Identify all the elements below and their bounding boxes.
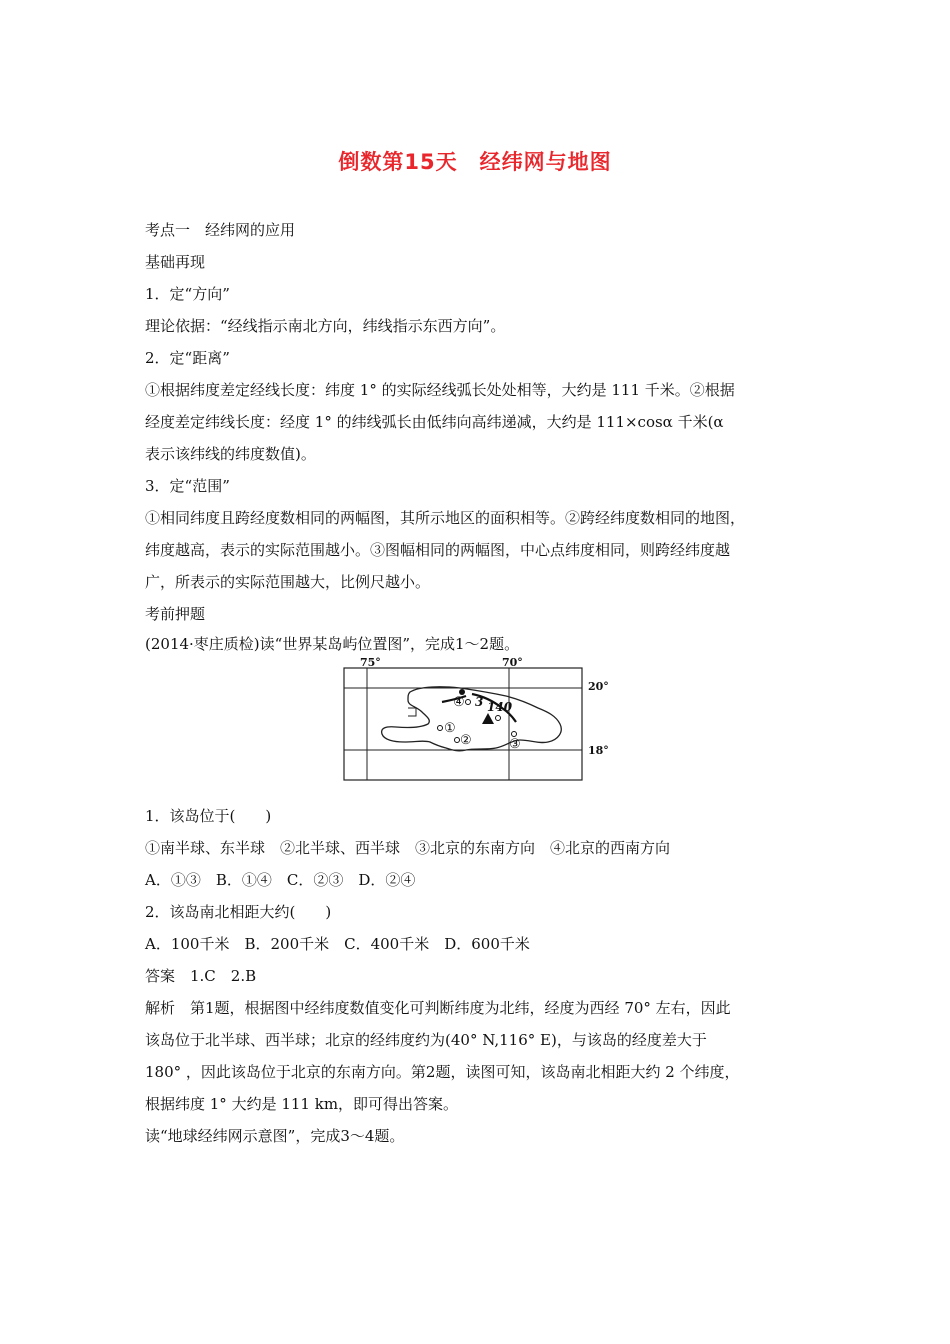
analysis-line: 该岛位于北半球、西半球；北京的经纬度约为(40° N,116° E)，与该岛的经度差大于 bbox=[145, 1031, 707, 1049]
analysis-line: 根据纬度 1° 大约是 111 km，即可得出答案。 bbox=[145, 1095, 459, 1113]
point-circle bbox=[512, 732, 517, 737]
peak-triangle bbox=[482, 713, 494, 724]
island-location-map bbox=[342, 656, 612, 786]
marker-4: ④ bbox=[453, 695, 465, 710]
text-line: ①相同纬度且跨经度数相同的两幅图，其所示地区的面积相等。②跨经纬度数相同的地图， bbox=[145, 509, 746, 527]
island-inlet bbox=[408, 708, 416, 716]
question-2-options: A．100千米 B．200千米 C．400千米 D．600千米 bbox=[145, 935, 530, 953]
marker-3: ③ bbox=[509, 737, 521, 752]
lat-label-18: 18° bbox=[588, 744, 609, 757]
point-circle bbox=[455, 738, 460, 743]
question-intro: (2014·枣庄质检)读“世界某岛屿位置图”，完成1～2题。 bbox=[145, 635, 520, 653]
text-line: 经度差定纬线长度：经度 1° 的纬线弧长由低纬向高纬递减，大约是 111×cosα 千米(α bbox=[145, 413, 724, 431]
lat-label-20: 20° bbox=[588, 680, 609, 693]
analysis-line: 解析 第1题，根据图中经纬度数值变化可判断纬度为北纬，经度为西经 70° 左右，因此 bbox=[145, 999, 731, 1017]
marker-1: ① bbox=[444, 721, 456, 736]
text-line: 理论依据：“经线指示南北方向，纬线指示东西方向”。 bbox=[145, 317, 506, 335]
label-140: 140 bbox=[487, 700, 513, 714]
section-heading: 考点一 经纬网的应用 bbox=[145, 221, 296, 239]
question-intro: 读“地球经纬网示意图”，完成3～4题。 bbox=[145, 1127, 405, 1145]
point-circle bbox=[438, 726, 443, 731]
answer-line: 答案 1.C 2.B bbox=[145, 967, 257, 985]
text-line: 表示该纬线的纬度数值)。 bbox=[145, 445, 316, 463]
lon-label-70: 70° bbox=[502, 656, 523, 669]
text-line: 1．定“方向” bbox=[145, 285, 230, 303]
label-3: 3 bbox=[475, 695, 484, 709]
text-line: 2．定“距离” bbox=[145, 349, 230, 367]
subsection-heading: 考前押题 bbox=[145, 605, 206, 623]
question-1: 1．该岛位于( ) bbox=[145, 807, 272, 825]
question-1-options: A．①③ B．①④ C．②③ D．②④ bbox=[145, 871, 416, 889]
analysis-line: 180° ，因此该岛位于北京的东南方向。第2题，读图可知，该岛南北相距大约 2 个纬度， bbox=[145, 1063, 740, 1081]
text-line: 广，所表示的实际范围越大，比例尺越小。 bbox=[145, 573, 431, 591]
question-1-statements: ①南半球、东半球 ②北半球、西半球 ③北京的东南方向 ④北京的西南方向 bbox=[145, 839, 671, 857]
text-line: 3．定“范围” bbox=[145, 477, 230, 495]
marker-2: ② bbox=[460, 733, 472, 748]
map-frame bbox=[344, 668, 582, 780]
subsection-heading: 基础再现 bbox=[145, 253, 206, 271]
text-line: ①根据纬度差定经线长度：纬度 1° 的实际经线弧长处处相等，大约是 111 千米。②根据 bbox=[145, 381, 735, 399]
lon-label-75: 75° bbox=[360, 656, 381, 669]
question-2: 2．该岛南北相距大约( ) bbox=[145, 903, 332, 921]
text-line: 纬度越高，表示的实际范围越小。③图幅相同的两幅图，中心点纬度相同，则跨经纬度越 bbox=[145, 541, 731, 559]
page-title: 倒数第15天 经纬网与地图 bbox=[338, 150, 612, 174]
point-circle bbox=[466, 700, 471, 705]
point-circle bbox=[496, 716, 501, 721]
